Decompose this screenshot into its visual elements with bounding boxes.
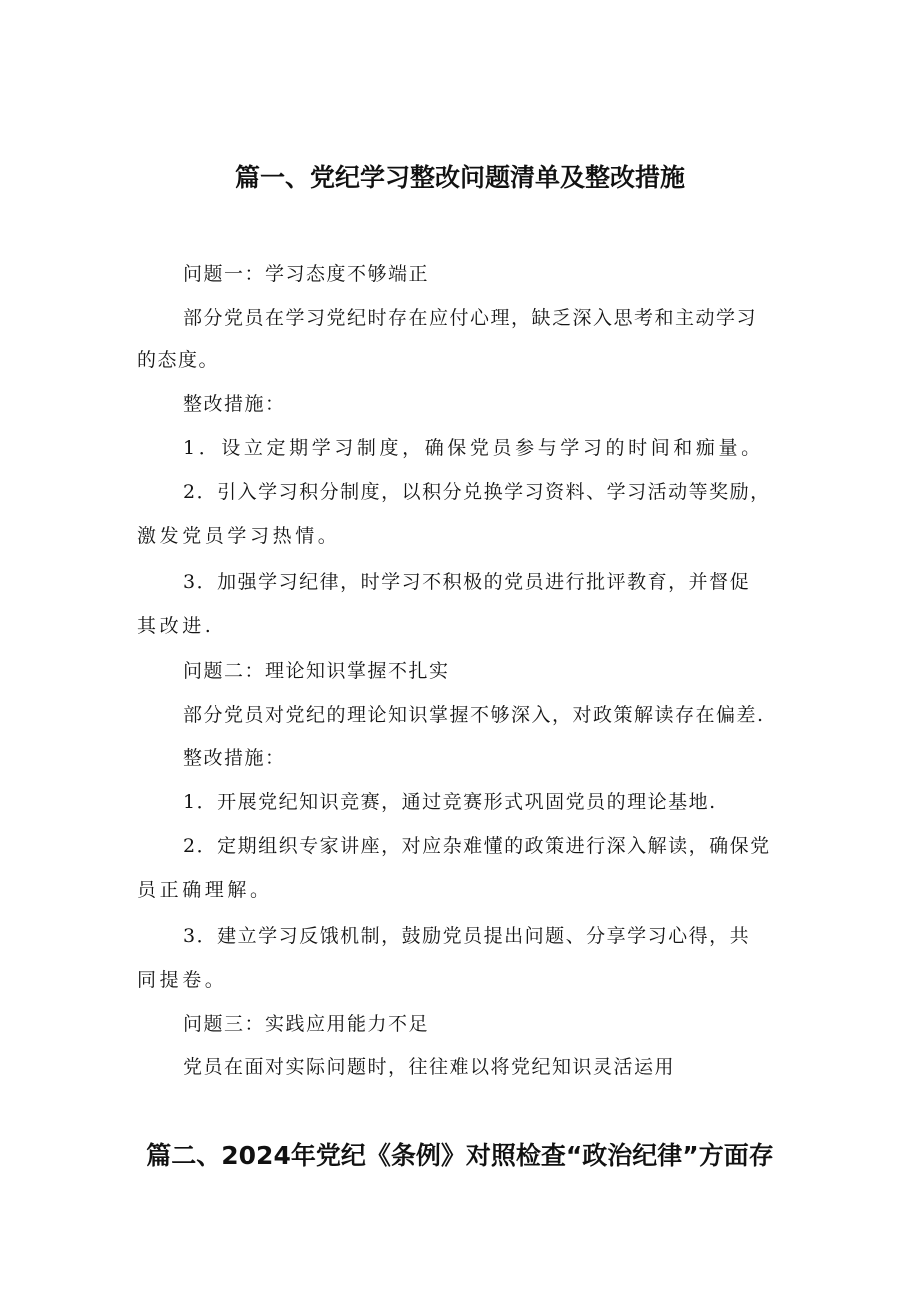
issue1-measure3-line2: 其改进. xyxy=(137,615,215,637)
issue2-measures-label: 整改措施： xyxy=(183,747,286,769)
issue2-heading: 问题二：理论知识掌握不扎实 xyxy=(183,660,450,682)
issue2-measure3-line2: 同提卷。 xyxy=(137,969,228,991)
issue2-measure2-line2: 员正确理解。 xyxy=(137,879,273,901)
issue2-description: 部分党员对党纪的理论知识掌握不够深入，对政策解读存在偏差. xyxy=(183,704,765,726)
issue2-measure1: 1．开展党纪知识竞赛，通过竞赛形式巩固党员的理论基地. xyxy=(183,791,717,813)
issue1-description-line2: 的态度。 xyxy=(137,349,220,371)
issue1-measure2-line2: 激发党员学习热情。 xyxy=(137,525,341,547)
section1-title: 篇一、党纪学习整改问题清单及整改措施 xyxy=(234,163,685,192)
issue1-measure2-line1: 2．引入学习积分制度，以积分兑换学习资料、学习活动等奖励， xyxy=(183,481,771,503)
issue1-measure1: 1．设立定期学习制度，确保党员参与学习的时间和痂量。 xyxy=(183,437,764,459)
issue2-measure3-line1: 3．建立学习反饿机制，鼓励党员提出问题、分享学习心得，共 xyxy=(183,925,751,947)
issue3-description: 党员在面对实际问题时，往往难以将党纪知识灵活运用 xyxy=(183,1056,676,1078)
section2-title: 篇二、2024年党纪《条例》对照检查“政治纪律”方面存 xyxy=(146,1141,774,1170)
issue2-measure2-line1: 2．定期组织专家讲座，对应杂难懂的政策进行深入解读，确保党 xyxy=(183,835,771,857)
issue1-description-line1: 部分党员在学习党纪时存在应付心理，缺乏深入思考和主动学习 xyxy=(183,307,758,329)
issue1-heading: 问题一：学习态度不够端正 xyxy=(183,263,430,285)
issue1-measures-label: 整改措施： xyxy=(183,393,286,415)
issue3-heading: 问题三：实践应用能力不足 xyxy=(183,1013,430,1035)
issue1-measure3-line1: 3．加强学习纪律，时学习不积极的党员进行批评教育，并督促 xyxy=(183,571,751,593)
